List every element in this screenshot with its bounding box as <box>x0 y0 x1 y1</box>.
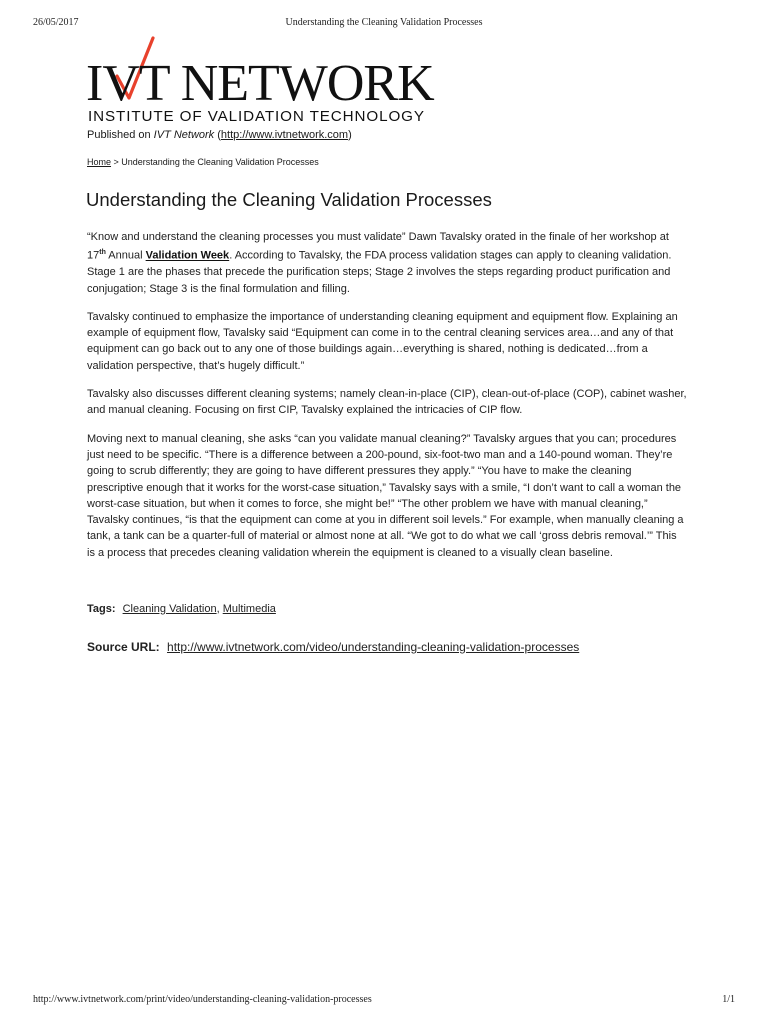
print-date: 26/05/2017 <box>33 17 79 28</box>
published-on <box>87 129 352 141</box>
p1-text-b: Annual <box>105 249 146 262</box>
article-paragraph-2: Tavalsky continued to emphasize the importance of understanding cleaning equipment and equipment flow. Explaining an example of equipment flow, Tavalsky said “Equipment can come in to the central cleaning services area…and any of that equipment can go back out to any one of those buildings again…everything is shared, nothing is dedicated…from a validation perspective, that’s hugely difficult.” <box>87 310 678 372</box>
tag-multimedia-link[interactable]: Multimedia <box>222 603 276 615</box>
print-footer <box>33 994 735 1008</box>
article-paragraph-3: Tavalsky also discusses different cleaning systems; namely clean-in-place (CIP), clean-out-of-place (COP), cabinet washer, and manual cleaning. Focusing on first CIP, Tavalsky explained the intricacies of CIP flow. <box>87 388 687 417</box>
validation-week-link[interactable]: Validation Week <box>145 249 230 262</box>
print-title: Understanding the Cleaning Validation Processes <box>285 17 483 28</box>
published-prefix: Published on <box>87 129 154 141</box>
tags-row <box>87 603 276 615</box>
published-site: IVT Network <box>153 129 215 141</box>
breadcrumb <box>87 157 319 167</box>
tag-cleaning-validation-link[interactable]: Cleaning Validation <box>122 603 217 615</box>
article-body <box>87 229 687 573</box>
breadcrumb-separator: > <box>111 157 122 167</box>
published-close-paren: ) <box>348 129 352 141</box>
print-page-number: 1/1 <box>722 994 735 1005</box>
p1-superscript: th <box>99 249 106 257</box>
tags-separator: , <box>216 603 223 615</box>
logo-wordmark <box>86 55 434 112</box>
tags-label: Tags: <box>87 603 116 615</box>
article-paragraph-4: Moving next to manual cleaning, she asks “can you validate manual cleaning?” Tavalsky argues that you can; procedures just need to be specific. “There is a difference between a 200-pound, six-foot-two man and a 140-pound woman. They’re going to scrub differently; they are going to have different pressures they apply.” “You have to make the cleaning prescriptive enough that it works for the worst-case situation,” Tavalsky says with a smile, “I don’t want to call a woman the worst-case situation, but when it comes to force, she might be!” “The other problem we have with manual cleaning,” Tavalsky continues, “is that the equipment can come at you in different soil levels.” For example, when manually cleaning a tank, a tank can be a quarter-full of material or almost none at all. “We got to do what we call ‘gross debris removal.’” This is a process that precedes cleaning validation wherein the equipment is cleaned to a visually clean baseline. <box>87 432 684 559</box>
published-open-paren: ( <box>214 129 221 141</box>
source-url-row <box>87 640 579 654</box>
published-url-link[interactable]: http://www.ivtnetwork.com <box>220 129 349 141</box>
ivt-network-logo[interactable] <box>86 36 486 128</box>
logo-letters-rest: T NETWORK <box>138 55 434 112</box>
article-paragraph-1 <box>87 229 687 297</box>
p1-text-a: “Know and understand the cleaning processes you must validate” Dawn Tavalsky orated in the finale of her workshop at 17 <box>87 231 669 262</box>
print-header <box>33 17 735 31</box>
logo-subtitle: INSTITUTE OF VALIDATION TECHNOLOGY <box>88 108 425 125</box>
breadcrumb-home-link[interactable]: Home <box>87 157 112 167</box>
p1-text-c: . According to Tavalsky, the FDA process validation stages can apply to cleaning validation. Stage 1 are the phases that precede the purification steps; Stage 2 involves the steps regarding product purification and conjugation; Stage 3 is the final formulation and filling. <box>87 249 672 295</box>
breadcrumb-current: Understanding the Cleaning Validation Processes <box>121 157 319 167</box>
source-url-link[interactable]: http://www.ivtnetwork.com/video/understanding-cleaning-validation-processes <box>167 640 580 654</box>
logo-letter-i: I <box>86 55 103 112</box>
print-footer-url: http://www.ivtnetwork.com/print/video/understanding-cleaning-validation-processes <box>33 994 372 1005</box>
source-url-label: Source URL: <box>87 640 160 654</box>
page-title: Understanding the Cleaning Validation Processes <box>86 189 492 210</box>
logo-letter-v: V <box>102 55 139 112</box>
